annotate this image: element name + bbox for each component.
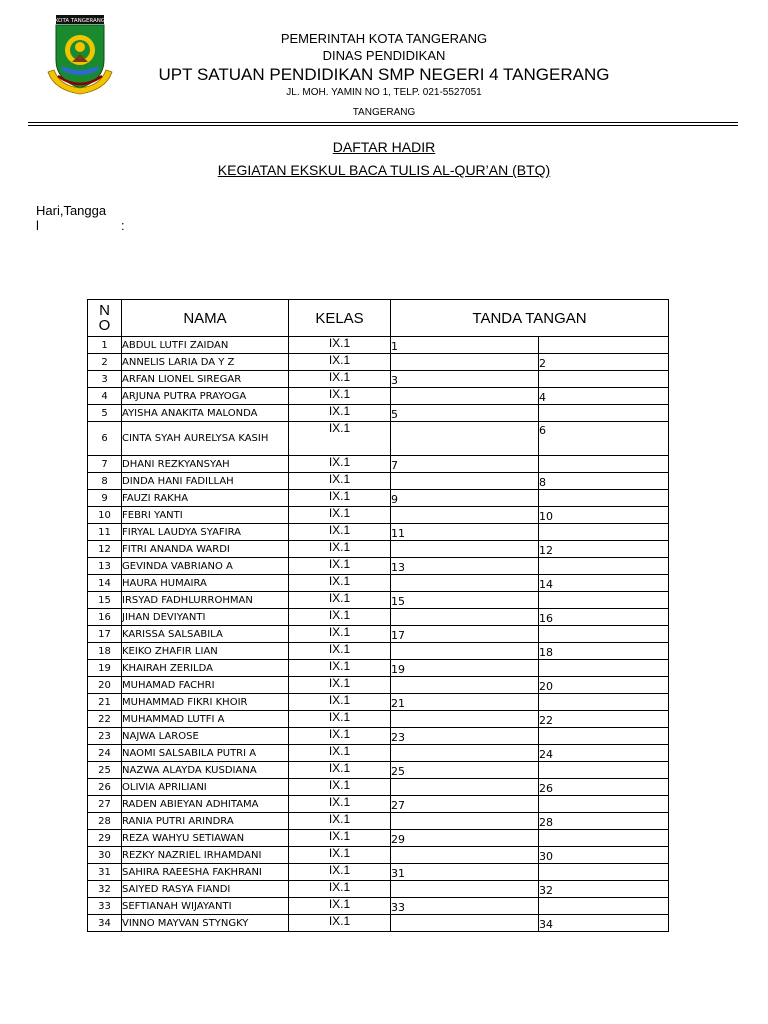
signature-number: 28	[539, 816, 553, 829]
table-row	[88, 422, 669, 456]
signature-number: 17	[391, 629, 405, 642]
signature-cell-right[interactable]	[539, 864, 669, 881]
student-class: IX.1	[289, 830, 391, 847]
table-row	[88, 745, 669, 762]
signature-cell-right[interactable]	[539, 779, 669, 796]
student-class: IX.1	[289, 524, 391, 541]
row-number: 13	[88, 558, 122, 575]
signature-number: 33	[391, 901, 405, 914]
student-name: JIHAN DEVIYANTI	[122, 609, 289, 626]
signature-cell-left[interactable]	[391, 915, 539, 932]
signature-cell-right[interactable]	[539, 830, 669, 847]
signature-number: 1	[391, 340, 398, 353]
signature-cell-left[interactable]	[391, 371, 539, 388]
student-class: IX.1	[289, 864, 391, 881]
row-number: 15	[88, 592, 122, 609]
signature-number: 13	[391, 561, 405, 574]
student-class: IX.1	[289, 677, 391, 694]
row-number: 10	[88, 507, 122, 524]
table-row	[88, 507, 669, 524]
school-address: JL. MOH. YAMIN NO 1, TELP. 021-5527051	[286, 87, 482, 98]
signature-cell-left[interactable]	[391, 473, 539, 490]
student-class: IX.1	[289, 354, 391, 371]
signature-cell-left[interactable]	[391, 813, 539, 830]
signature-number: 18	[539, 646, 553, 659]
signature-cell-left[interactable]	[391, 694, 539, 711]
student-name: CINTA SYAH AURELYSA KASIH	[122, 422, 289, 456]
signature-cell-right[interactable]	[539, 388, 669, 405]
signature-number: 27	[391, 799, 405, 812]
letterhead-line-2: DINAS PENDIDIKAN	[322, 48, 446, 63]
student-name: KHAIRAH ZERILDA	[122, 660, 289, 677]
signature-number: 11	[391, 527, 405, 540]
student-class: IX.1	[289, 371, 391, 388]
signature-number: 8	[539, 476, 546, 489]
date-label: Hari,Tangga	[36, 203, 107, 218]
signature-cell-left[interactable]	[391, 405, 539, 422]
signature-cell-left[interactable]	[391, 558, 539, 575]
row-number: 24	[88, 745, 122, 762]
table-row	[88, 762, 669, 779]
student-name: SEFTIANAH WIJAYANTI	[122, 898, 289, 915]
row-number: 2	[88, 354, 122, 371]
row-number: 27	[88, 796, 122, 813]
student-class: IX.1	[289, 694, 391, 711]
row-number: 21	[88, 694, 122, 711]
header-no-label: N O	[98, 302, 111, 334]
student-name: VINNO MAYVAN STYNGKY	[122, 915, 289, 932]
table-row	[88, 847, 669, 864]
table-row	[88, 473, 669, 490]
signature-cell-left[interactable]	[391, 881, 539, 898]
student-class: IX.1	[289, 388, 391, 405]
signature-cell-left[interactable]	[391, 898, 539, 915]
signature-cell-left[interactable]	[391, 524, 539, 541]
table-row	[88, 524, 669, 541]
table-row	[88, 609, 669, 626]
signature-cell-left[interactable]	[391, 575, 539, 592]
row-number: 20	[88, 677, 122, 694]
row-number: 8	[88, 473, 122, 490]
signature-cell-right[interactable]	[539, 677, 669, 694]
row-number: 6	[88, 422, 122, 456]
student-name: FIRYAL LAUDYA SYAFIRA	[122, 524, 289, 541]
signature-cell-right[interactable]	[539, 405, 669, 422]
date-label-wrap: l	[36, 218, 39, 233]
signature-cell-right[interactable]	[539, 609, 669, 626]
student-name: AYISHA ANAKITA MALONDA	[122, 405, 289, 422]
signature-number: 6	[539, 424, 546, 437]
student-name: DINDA HANI FADILLAH	[122, 473, 289, 490]
school-city: TANGERANG	[352, 107, 416, 118]
student-name: HAURA HUMAIRA	[122, 575, 289, 592]
signature-number: 14	[539, 578, 553, 591]
signature-number: 16	[539, 612, 553, 625]
student-class: IX.1	[289, 898, 391, 915]
row-number: 11	[88, 524, 122, 541]
student-name: FAUZI RAKHA	[122, 490, 289, 507]
row-number: 5	[88, 405, 122, 422]
row-number: 14	[88, 575, 122, 592]
signature-cell-right[interactable]	[539, 592, 669, 609]
school-name: UPT SATUAN PENDIDIKAN SMP NEGERI 4 TANGERANG	[158, 65, 610, 84]
date-colon: :	[121, 218, 125, 233]
letterhead-rule-bottom	[28, 125, 738, 126]
letterhead-rule-top	[28, 122, 738, 123]
signature-number: 30	[539, 850, 553, 863]
student-class: IX.1	[289, 626, 391, 643]
table-row	[88, 541, 669, 558]
signature-cell-left[interactable]	[391, 490, 539, 507]
student-name: REZKY NAZRIEL IRHAMDANI	[122, 847, 289, 864]
signature-cell-left[interactable]	[391, 779, 539, 796]
student-name: NAZWA ALAYDA KUSDIANA	[122, 762, 289, 779]
table-row	[88, 643, 669, 660]
table-row	[88, 660, 669, 677]
signature-cell-right[interactable]	[539, 915, 669, 932]
student-name: SAIYED RASYA FIANDI	[122, 881, 289, 898]
row-number: 22	[88, 711, 122, 728]
student-class: IX.1	[289, 541, 391, 558]
signature-cell-right[interactable]	[539, 558, 669, 575]
student-class: IX.1	[289, 745, 391, 762]
student-class: IX.1	[289, 796, 391, 813]
table-row	[88, 388, 669, 405]
signature-cell-right[interactable]	[539, 524, 669, 541]
student-name: ARJUNA PUTRA PRAYOGA	[122, 388, 289, 405]
signature-cell-left[interactable]	[391, 711, 539, 728]
row-number: 31	[88, 864, 122, 881]
signature-cell-left[interactable]	[391, 745, 539, 762]
signature-number: 4	[539, 391, 546, 404]
student-class: IX.1	[289, 779, 391, 796]
signature-cell-right[interactable]	[539, 626, 669, 643]
signature-cell-left[interactable]	[391, 677, 539, 694]
row-number: 9	[88, 490, 122, 507]
signature-number: 24	[539, 748, 553, 761]
document-title: DAFTAR HADIR	[332, 139, 436, 155]
table-row	[88, 354, 669, 371]
signature-cell-right[interactable]	[539, 881, 669, 898]
signature-cell-left[interactable]	[391, 507, 539, 524]
table-header-row	[88, 300, 669, 337]
signature-cell-right[interactable]	[539, 371, 669, 388]
student-class: IX.1	[289, 813, 391, 830]
student-class: IX.1	[289, 507, 391, 524]
signature-number: 7	[391, 459, 398, 472]
table-row	[88, 677, 669, 694]
header-nama: NAMA	[122, 300, 289, 337]
student-name: KARISSA SALSABILA	[122, 626, 289, 643]
signature-cell-right[interactable]	[539, 354, 669, 371]
student-name: RADEN ABIEYAN ADHITAMA	[122, 796, 289, 813]
letterhead-line-1: PEMERINTAH KOTA TANGERANG	[280, 31, 488, 46]
signature-cell-left[interactable]	[391, 847, 539, 864]
row-number: 25	[88, 762, 122, 779]
row-number: 18	[88, 643, 122, 660]
signature-cell-left[interactable]	[391, 456, 539, 473]
row-number: 32	[88, 881, 122, 898]
table-row	[88, 881, 669, 898]
table-row	[88, 626, 669, 643]
student-name: ABDUL LUTFI ZAIDAN	[122, 337, 289, 354]
signature-cell-right[interactable]	[539, 813, 669, 830]
signature-number: 19	[391, 663, 405, 676]
row-number: 26	[88, 779, 122, 796]
signature-number: 22	[539, 714, 553, 727]
student-class: IX.1	[289, 592, 391, 609]
signature-number: 23	[391, 731, 405, 744]
table-row	[88, 694, 669, 711]
signature-cell-right[interactable]	[539, 745, 669, 762]
student-class: IX.1	[289, 643, 391, 660]
signature-number: 21	[391, 697, 405, 710]
signature-cell-right[interactable]	[539, 847, 669, 864]
table-row	[88, 813, 669, 830]
signature-cell-left[interactable]	[391, 796, 539, 813]
row-number: 1	[88, 337, 122, 354]
signature-cell-right[interactable]	[539, 728, 669, 745]
signature-number: 25	[391, 765, 405, 778]
student-class: IX.1	[289, 711, 391, 728]
table-row	[88, 915, 669, 932]
table-row	[88, 456, 669, 473]
student-class: IX.1	[289, 490, 391, 507]
row-number: 19	[88, 660, 122, 677]
signature-number: 5	[391, 408, 398, 421]
table-row	[88, 592, 669, 609]
student-name: SAHIRA RAEESHA FAKHRANI	[122, 864, 289, 881]
signature-number: 10	[539, 510, 553, 523]
student-name: DHANI REZKYANSYAH	[122, 456, 289, 473]
student-class: IX.1	[289, 422, 391, 456]
row-number: 17	[88, 626, 122, 643]
table-row	[88, 558, 669, 575]
row-number: 29	[88, 830, 122, 847]
student-class: IX.1	[289, 660, 391, 677]
attendance-table	[87, 299, 669, 932]
table-row	[88, 779, 669, 796]
student-class: IX.1	[289, 575, 391, 592]
row-number: 16	[88, 609, 122, 626]
student-class: IX.1	[289, 456, 391, 473]
signature-cell-right[interactable]	[539, 456, 669, 473]
signature-cell-left[interactable]	[391, 422, 539, 456]
header-tanda-tangan: TANDA TANGAN	[391, 300, 669, 337]
student-class: IX.1	[289, 881, 391, 898]
signature-number: 20	[539, 680, 553, 693]
row-number: 28	[88, 813, 122, 830]
signature-cell-right[interactable]	[539, 507, 669, 524]
table-row	[88, 337, 669, 354]
header-kelas: KELAS	[289, 300, 391, 337]
signature-cell-right[interactable]	[539, 337, 669, 354]
signature-number: 3	[391, 374, 398, 387]
student-class: IX.1	[289, 728, 391, 745]
signature-cell-right[interactable]	[539, 694, 669, 711]
student-name: FEBRI YANTI	[122, 507, 289, 524]
signature-cell-left[interactable]	[391, 728, 539, 745]
student-name: NAOMI SALSABILA PUTRI A	[122, 745, 289, 762]
signature-number: 9	[391, 493, 398, 506]
signature-cell-left[interactable]	[391, 626, 539, 643]
student-class: IX.1	[289, 405, 391, 422]
signature-cell-left[interactable]	[391, 864, 539, 881]
signature-cell-left[interactable]	[391, 762, 539, 779]
table-row	[88, 830, 669, 847]
student-class: IX.1	[289, 609, 391, 626]
student-name: RANIA PUTRI ARINDRA	[122, 813, 289, 830]
signature-number: 15	[391, 595, 405, 608]
student-name: FITRI ANANDA WARDI	[122, 541, 289, 558]
student-name: KEIKO ZHAFIR LIAN	[122, 643, 289, 660]
table-row	[88, 728, 669, 745]
table-row	[88, 711, 669, 728]
signature-cell-left[interactable]	[391, 354, 539, 371]
row-number: 34	[88, 915, 122, 932]
logo-caption: KOTA TANGERANG	[54, 18, 106, 24]
signature-number: 32	[539, 884, 553, 897]
signature-cell-left[interactable]	[391, 609, 539, 626]
table-row	[88, 575, 669, 592]
student-class: IX.1	[289, 915, 391, 932]
table-row	[88, 490, 669, 507]
signature-number: 12	[539, 544, 553, 557]
student-name: IRSYAD FADHLURROHMAN	[122, 592, 289, 609]
signature-number: 31	[391, 867, 405, 880]
signature-cell-right[interactable]	[539, 473, 669, 490]
signature-number: 2	[539, 357, 546, 370]
student-name: ARFAN LIONEL SIREGAR	[122, 371, 289, 388]
signature-number: 34	[539, 918, 553, 931]
student-name: MUHAMMAD LUTFI A	[122, 711, 289, 728]
signature-cell-right[interactable]	[539, 541, 669, 558]
signature-cell-right[interactable]	[539, 796, 669, 813]
row-number: 23	[88, 728, 122, 745]
student-class: IX.1	[289, 473, 391, 490]
signature-cell-left[interactable]	[391, 830, 539, 847]
signature-cell-right[interactable]	[539, 898, 669, 915]
signature-cell-right[interactable]	[539, 490, 669, 507]
student-name: NAJWA LAROSE	[122, 728, 289, 745]
student-class: IX.1	[289, 762, 391, 779]
signature-cell-left[interactable]	[391, 541, 539, 558]
student-class: IX.1	[289, 558, 391, 575]
student-name: ANNELIS LARIA DA Y Z	[122, 354, 289, 371]
row-number: 4	[88, 388, 122, 405]
signature-cell-left[interactable]	[391, 643, 539, 660]
signature-cell-right[interactable]	[539, 575, 669, 592]
signature-cell-right[interactable]	[539, 660, 669, 677]
signature-cell-right[interactable]	[539, 711, 669, 728]
row-number: 30	[88, 847, 122, 864]
student-name: OLIVIA APRILIANI	[122, 779, 289, 796]
table-row	[88, 371, 669, 388]
signature-cell-left[interactable]	[391, 337, 539, 354]
row-number: 7	[88, 456, 122, 473]
signature-cell-left[interactable]	[391, 592, 539, 609]
row-number: 3	[88, 371, 122, 388]
document-subtitle: KEGIATAN EKSKUL BACA TULIS AL-QUR’AN (BTQ)	[217, 162, 551, 178]
student-name: GEVINDA VABRIANO A	[122, 558, 289, 575]
row-number: 12	[88, 541, 122, 558]
table-row	[88, 796, 669, 813]
signature-number: 29	[391, 833, 405, 846]
table-row	[88, 864, 669, 881]
signature-cell-left[interactable]	[391, 388, 539, 405]
signature-cell-right[interactable]	[539, 762, 669, 779]
signature-cell-right[interactable]	[539, 643, 669, 660]
header-no	[88, 300, 122, 337]
student-class: IX.1	[289, 847, 391, 864]
table-row	[88, 405, 669, 422]
signature-cell-left[interactable]	[391, 660, 539, 677]
student-name: REZA WAHYU SETIAWAN	[122, 830, 289, 847]
student-name: MUHAMAD FACHRI	[122, 677, 289, 694]
signature-number: 26	[539, 782, 553, 795]
table-row	[88, 898, 669, 915]
student-class: IX.1	[289, 337, 391, 354]
row-number: 33	[88, 898, 122, 915]
signature-cell-right[interactable]	[539, 422, 669, 456]
student-name: MUHAMMAD FIKRI KHOIR	[122, 694, 289, 711]
